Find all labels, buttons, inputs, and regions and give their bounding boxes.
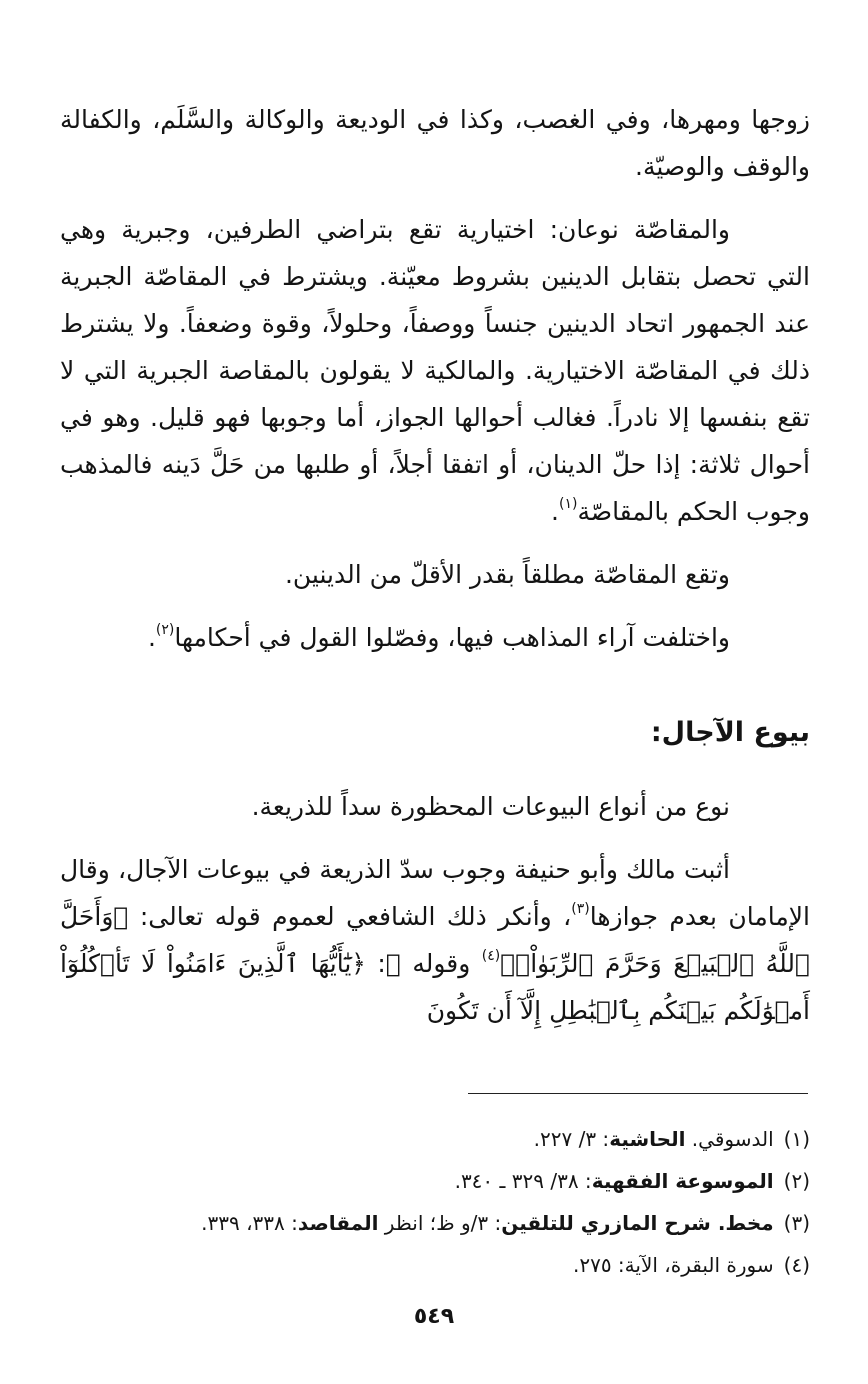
- footnote-text: سورة البقرة، الآية: ٢٧٥.: [572, 1253, 774, 1277]
- footnote-2: [60, 1160, 810, 1202]
- paragraph-5: نوع من أنواع البيوعات المحظورة سداً للذريعة.: [251, 792, 730, 821]
- footnote-number: (٣): [783, 1211, 810, 1235]
- footnote-ref-2[interactable]: (٢): [155, 622, 175, 638]
- footnote-source-title: الموسوعة الفقهية: [591, 1169, 774, 1193]
- paragraph-2-end: .: [551, 497, 559, 526]
- paragraph-6-part-a: أثبت مالك وأبو حنيفة وجوب سدّ الذريعة في بيوعات الآجال، وقال الإمامان بعدم جوازها: [60, 855, 810, 931]
- footnote-citation: : ٣/و ظ؛ انظر: [378, 1211, 502, 1235]
- section-heading: بيوع الآجال:: [650, 717, 810, 748]
- footnote-citation: : ٣/ ٢٢٧.: [533, 1127, 610, 1151]
- footnote-source-title: الحاشية: [609, 1127, 686, 1151]
- paragraph-4-text: واختلفت آراء المذاهب فيها، وفصّلوا القول في أحكامها: [174, 623, 730, 652]
- paragraph-2-text: والمقاصّة نوعان: اختيارية تقع بتراضي الطرفين، وجبرية وهي التي تحصل بتقابل الدينين بشروط معيّنة. ويشترط في المقاصّة الجبرية عند الجمهور اتحاد الدينين جنساً ووصفاً، وحلولاً، وقوة وضعفاً. ولا يشترط ذلك في المقاصّة الاختيارية. والمالكية لا يقولون بالمقاصة الجبرية التي لا تقع بنفسها إلا نادراً. فغالب أحوالها الجواز، أما وجوبها فهو قليل. وهو في أحوال ثلاثة: إذا حلّ الدينان، أو اتفقا أجلاً، أو طلبها من حَلَّ دَينه فالمذهب وجوب الحكم بالمقاصّة: [60, 215, 810, 526]
- paragraph-4-end: .: [147, 623, 156, 652]
- page-number: ٥٤٩: [413, 1304, 455, 1329]
- footnote-number: (١): [783, 1127, 810, 1151]
- footnote-citation-2: : ٣٣٨، ٣٣٩.: [201, 1211, 298, 1235]
- footnote-ref-3[interactable]: (٣): [571, 901, 590, 917]
- paragraph-4: [60, 614, 810, 661]
- footnote-3: [60, 1202, 810, 1244]
- footnote-source-title: مخط. شرح المازري للتلقين: [501, 1211, 774, 1235]
- paragraph-6-part-b: ، وأنكر ذلك الشافعي لعموم قوله تعالى: ﴿وَأَحَلَّ ٱللَّهُ ٱلۡبَيۡعَ وَحَرَّمَ ٱلرِّبَوٰاْۚ﴾: [60, 902, 810, 978]
- footnote-source-title-2: المقاصد: [297, 1211, 379, 1235]
- footnote-ref-1[interactable]: (١): [558, 496, 578, 512]
- footnote-text: الدسوقي.: [685, 1127, 774, 1151]
- paragraph-3: وتقع المقاصّة مطلقاً بقدر الأقلّ من الدينين.: [284, 560, 730, 589]
- footnote-number: (٤): [783, 1253, 810, 1277]
- footnotes: [60, 1118, 810, 1286]
- paragraph-6-part-c: وقوله ﷻ: ﴿يَٰٓأَيُّهَا ٱلَّذِينَ ءَامَنُواْ لَا تَأۡكُلُوٓاْ أَمۡوَٰلَكُم بَيۡنَكُم بِٱلۡبَٰطِلِ إِلَّآ أَن تَكُونَ: [60, 949, 810, 1025]
- paragraph-1: زوجها ومهرها، وفي الغصب، وكذا في الوديعة والوكالة والسَّلَم، والكفالة والوقف والوصيّة.: [60, 105, 810, 181]
- paragraph-2: [60, 206, 810, 535]
- paragraph-6: [60, 846, 810, 1034]
- footnote-divider: [468, 1093, 808, 1094]
- footnote-4: [60, 1244, 810, 1286]
- footnote-citation: : ٣٨/ ٣٢٩ ـ ٣٤٠.: [454, 1169, 592, 1193]
- main-text: [60, 96, 810, 1034]
- footnote-ref-4[interactable]: (٤): [481, 948, 501, 964]
- footnote-1: [60, 1118, 810, 1160]
- footnote-number: (٢): [783, 1169, 810, 1193]
